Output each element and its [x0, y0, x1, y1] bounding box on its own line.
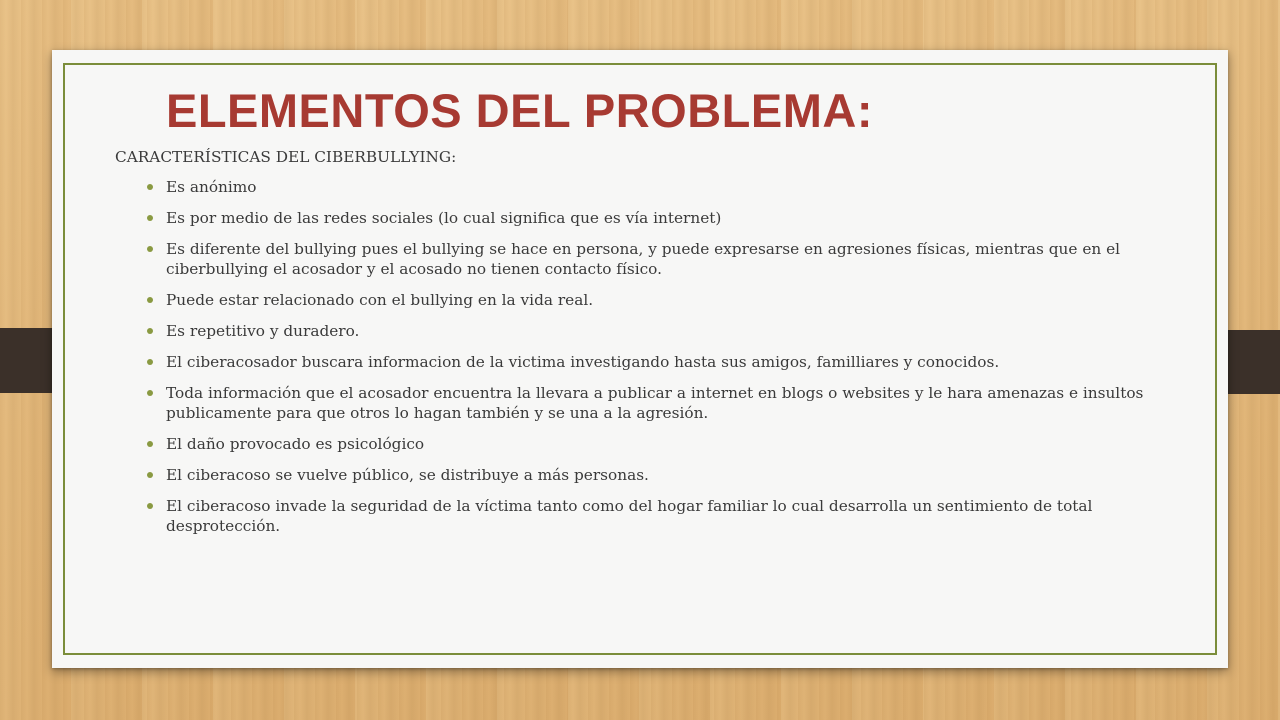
list-item — [115, 352, 1175, 372]
bullet-dot-icon — [147, 359, 153, 365]
bullet-text: Es diferente del bullying pues el bullying se hace en persona, y puede expresarse en agresiones físicas, mientras que en el ciberbullying el acosador y el acosado no tienen contacto físico. — [166, 240, 1121, 278]
list-item — [115, 383, 1175, 423]
bullet-dot-icon — [147, 441, 153, 447]
slide-title: ELEMENTOS DEL PROBLEMA: — [166, 84, 873, 137]
list-item — [115, 434, 1175, 454]
bullet-text: Puede estar relacionado con el bullying en la vida real. — [166, 291, 594, 309]
bullet-dot-icon — [147, 390, 153, 396]
slide-subtitle: CARACTERÍSTICAS DEL CIBERBULLYING: — [115, 148, 457, 166]
bullet-text: El daño provocado es psicológico — [166, 435, 425, 453]
bullet-dot-icon — [147, 184, 153, 190]
slide-card — [52, 50, 1228, 668]
bullet-dot-icon — [147, 215, 153, 221]
list-item — [115, 321, 1175, 341]
bullet-text: Es anónimo — [166, 178, 257, 196]
bullet-text: El ciberacosador buscara informacion de la victima investigando hasta sus amigos, familliares y conocidos. — [166, 353, 1000, 371]
slide-content — [115, 147, 1175, 547]
bullet-dot-icon — [147, 472, 153, 478]
bullet-list — [115, 177, 1175, 536]
bullet-text: El ciberacoso invade la seguridad de la víctima tanto como del hogar familiar lo cual desarrolla un sentimiento de total desprotección. — [166, 497, 1093, 535]
bullet-text: Es repetitivo y duradero. — [166, 322, 360, 340]
list-item — [115, 465, 1175, 485]
list-item — [115, 239, 1175, 279]
bullet-dot-icon — [147, 246, 153, 252]
background-band-left — [0, 328, 58, 393]
bullet-dot-icon — [147, 297, 153, 303]
list-item — [115, 208, 1175, 228]
bullet-text: El ciberacoso se vuelve público, se distribuye a más personas. — [166, 466, 649, 484]
list-item — [115, 496, 1175, 536]
list-item — [115, 177, 1175, 197]
bullet-dot-icon — [147, 503, 153, 509]
list-item — [115, 290, 1175, 310]
bullet-dot-icon — [147, 328, 153, 334]
bullet-text: Es por medio de las redes sociales (lo cual significa que es vía internet) — [166, 209, 722, 227]
bullet-text: Toda información que el acosador encuentra la llevara a publicar a internet en blogs o websites y le hara amenazas e insultos publicamente para que otros lo hagan también y se una a la agresión. — [166, 384, 1144, 422]
